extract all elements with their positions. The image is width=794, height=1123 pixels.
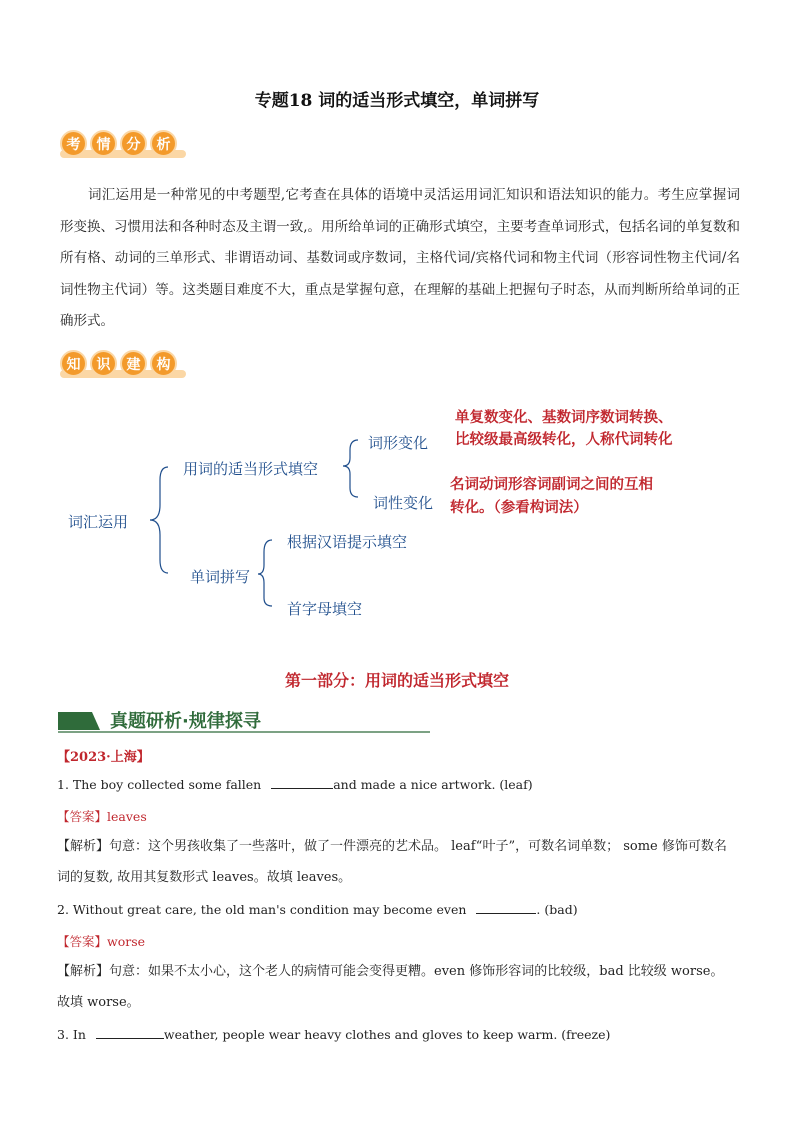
banner-title: 真题研析·规律探寻 xyxy=(110,711,261,732)
intro-paragraph: 词汇运用是一种常见的中考题型,它考查在具体的语境中灵活运用词汇知识和语法知识的能力。考生应掌握词形变换、习惯用法和各种时态及主谓一致,。用所给单词的正确形式填空，主要考查单词形式，包括名词的单复数和所有格、动词的三单形式、非谓语动词、基数词或序数词，主格代词/宾格代词和物主代词（形容词性物主代词/名词性物主代词）等。这类题目难度不大，重点是掌握句意，在理解的基础上把握句子时态，从而判断所给单词的正确形式。 xyxy=(60,187,740,329)
explanation-1 xyxy=(57,831,737,893)
question-1-text: 1. The boy collected some fallen xyxy=(57,777,262,792)
section-title: 第一部分：用词的适当形式填空 xyxy=(284,671,509,690)
mindmap-word-form: 词形变化 xyxy=(368,434,429,452)
mindmap-part-of-speech: 词性变化 xyxy=(373,494,434,512)
answer-2-value: worse xyxy=(107,934,146,949)
badge-char: 识 xyxy=(90,350,117,377)
explanation-label: 【解析】 xyxy=(57,964,110,979)
badge-char: 构 xyxy=(150,350,177,377)
mindmap-branch-spelling: 单词拼写 xyxy=(190,568,251,586)
question-source: 【2023·上海】 xyxy=(57,750,150,765)
explanation-2 xyxy=(57,956,737,1018)
question-2-text: 2. Without great care, the old man's condition may become even xyxy=(57,902,467,917)
badge-char: 建 xyxy=(120,350,147,377)
mindmap-root: 词汇运用 xyxy=(68,513,129,531)
badge-char: 情 xyxy=(90,130,117,157)
answer-1 xyxy=(57,807,147,825)
answer-blank xyxy=(476,901,536,914)
badge-char: 考 xyxy=(60,130,87,157)
answer-2 xyxy=(57,932,145,950)
explanation-2-text: 句意：如果不太小心，这个老人的病情可能会变得更糟。even 修饰形容词的比较级，bad 比较级 worse。 故填 worse。 xyxy=(57,964,724,1010)
mindmap-chinese-hint: 根据汉语提示填空 xyxy=(287,533,408,551)
mindmap-note-form-2: 比较级最高级转化，人称代词转化 xyxy=(455,432,673,448)
answer-label: 【答案】 xyxy=(57,809,108,824)
answer-label: 【答案】 xyxy=(57,934,108,949)
question-2-tail: . (bad) xyxy=(536,902,578,917)
mindmap-initial-letter: 首字母填空 xyxy=(287,600,363,618)
question-1-tail: and made a nice artwork. (leaf) xyxy=(333,777,533,792)
answer-1-value: leaves xyxy=(107,809,147,824)
page-title: 专题18 词的适当形式填空，单词拼写 xyxy=(254,91,540,111)
badge-char: 知 xyxy=(60,350,87,377)
answer-blank xyxy=(96,1026,164,1039)
question-3-text: 3. In xyxy=(57,1027,86,1042)
question-3-tail: weather, people wear heavy clothes and gloves to keep warm. (freeze) xyxy=(163,1027,611,1042)
answer-blank xyxy=(271,776,333,789)
mindmap-note-form-1: 单复数变化、基数词序数词转换、 xyxy=(455,410,673,426)
mindmap-note-pos-1: 名词动词形容词副词之间的互相 xyxy=(450,477,653,493)
mindmap-note-pos-2: 转化。（参看构词法） xyxy=(450,500,588,516)
explanation-label: 【解析】 xyxy=(57,839,110,854)
badge-char: 分 xyxy=(120,130,147,157)
question-1 xyxy=(57,776,533,792)
badge-char: 析 xyxy=(150,130,177,157)
explanation-1-text: 句意：这个男孩收集了一些落叶，做了一件漂亮的艺术品。 leaf“叶子”，可数名词单数； some 修饰可数名词的复数, 故用其复数形式 leaves。故填 leaves。 xyxy=(57,839,727,885)
mindmap-branch-fill: 用词的适当形式填空 xyxy=(183,460,319,478)
question-2 xyxy=(57,901,578,917)
question-3 xyxy=(57,1026,610,1042)
